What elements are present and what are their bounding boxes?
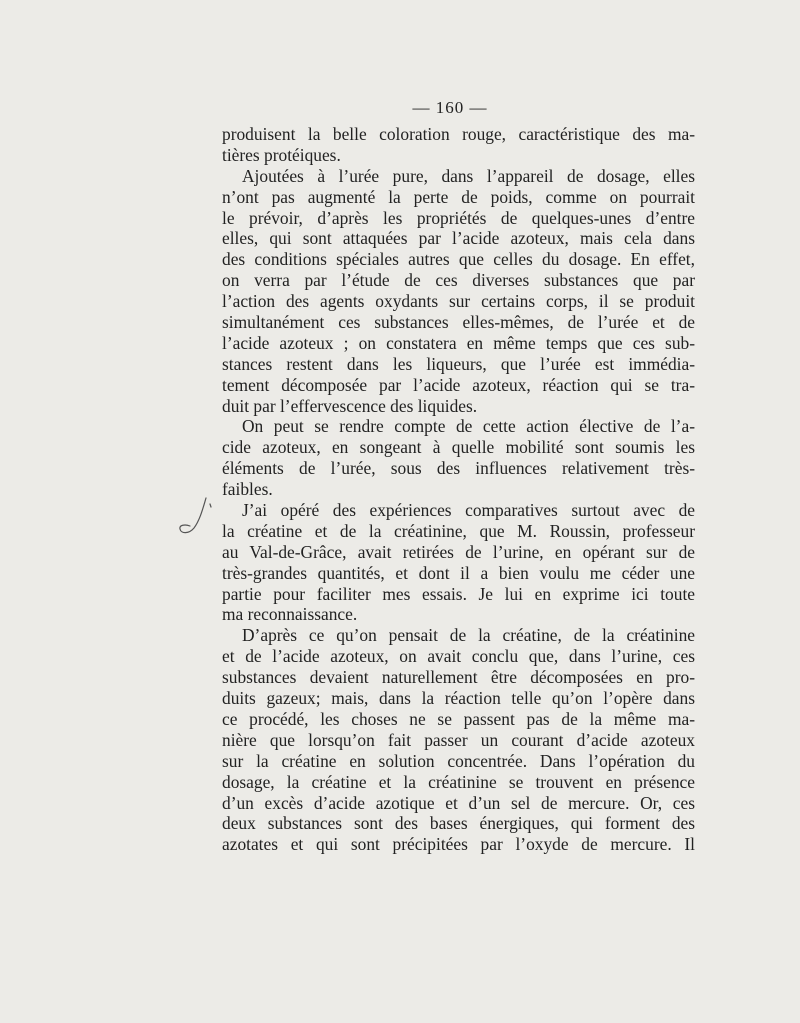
text-line: la créatine et de la créatinine, que M. Roussin, professeur (222, 520, 695, 541)
text-line: duit par l’effervescence des liquides. (222, 395, 478, 416)
body-text (222, 124, 695, 855)
text-line: le prévoir, d’après les propriétés de quelques-unes d’entre (222, 207, 695, 228)
text-line: n’ont pas augmenté la perte de poids, comme on pourrait (222, 186, 695, 207)
text-line: ma reconnaissance. (222, 604, 358, 625)
text-line: éléments de l’urée, sous des influences relativement très- (222, 458, 695, 479)
text-line: et de l’acide azoteux, on avait conclu que, dans l’urine, ces (222, 646, 695, 667)
text-line: deux substances sont des bases énergiques, qui forment des (222, 813, 695, 834)
text-line: D’après ce qu’on pensait de la créatine, de la créatinine (242, 625, 695, 646)
text-line: partie pour faciliter mes essais. Je lui en exprime ici toute (222, 583, 695, 604)
text-line: stances restent dans les liqueurs, que l’urée est immédia- (222, 353, 695, 374)
text-line: l’action des agents oxydants sur certains corps, il se produit (222, 291, 695, 312)
text-line: sur la créatine en solution concentrée. Dans l’opération du (222, 750, 695, 771)
text-line: d’un excès d’acide azotique et d’un sel de mercure. Or, ces (222, 792, 695, 813)
handwritten-margin-mark (176, 494, 216, 536)
text-line: très-grandes quantités, et dont il a bien voulu me céder une (222, 562, 695, 583)
text-line: tières protéiques. (222, 144, 341, 165)
text-line: l’acide azoteux ; on constatera en même temps que ces sub- (222, 332, 695, 353)
text-line: des conditions spéciales autres que celles du dosage. En effet, (222, 249, 695, 270)
text-line: au Val-de-Grâce, avait retirées de l’urine, en opérant sur de (222, 541, 695, 562)
text-line: substances devaient naturellement être décomposées en pro- (222, 667, 695, 688)
page-number: — 160 — (412, 98, 488, 117)
text-line: dosage, la créatine et la créatinine se trouvent en présence (222, 771, 695, 792)
text-line: elles, qui sont attaquées par l’acide azoteux, mais cela dans (222, 228, 695, 249)
text-line: On peut se rendre compte de cette action élective de l’a- (242, 416, 695, 437)
text-line: ce procédé, les choses ne se passent pas de la même ma- (222, 708, 695, 729)
text-line: on verra par l’étude de ces diverses substances que par (222, 270, 695, 291)
text-line: nière que lorsqu’on fait passer un courant d’acide azoteux (222, 729, 695, 750)
text-line: azotates et qui sont précipitées par l’oxyde de mercure. Il (222, 834, 695, 855)
text-line: tement décomposée par l’acide azoteux, réaction qui se tra- (222, 374, 695, 395)
text-line: cide azoteux, en songeant à quelle mobilité sont soumis les (222, 437, 695, 458)
text-line: faibles. (222, 479, 273, 500)
text-line: simultanément ces substances elles-mêmes, de l’urée et de (222, 312, 695, 333)
text-line: Ajoutées à l’urée pure, dans l’appareil de dosage, elles (242, 165, 695, 186)
text-line: duits gazeux; mais, dans la réaction telle qu’on l’opère dans (222, 688, 695, 709)
text-line: J’ai opéré des expériences comparatives surtout avec de (242, 500, 695, 521)
text-line: produisent la belle coloration rouge, caractéristique des ma- (222, 124, 695, 144)
handwritten-j-icon (176, 494, 216, 536)
